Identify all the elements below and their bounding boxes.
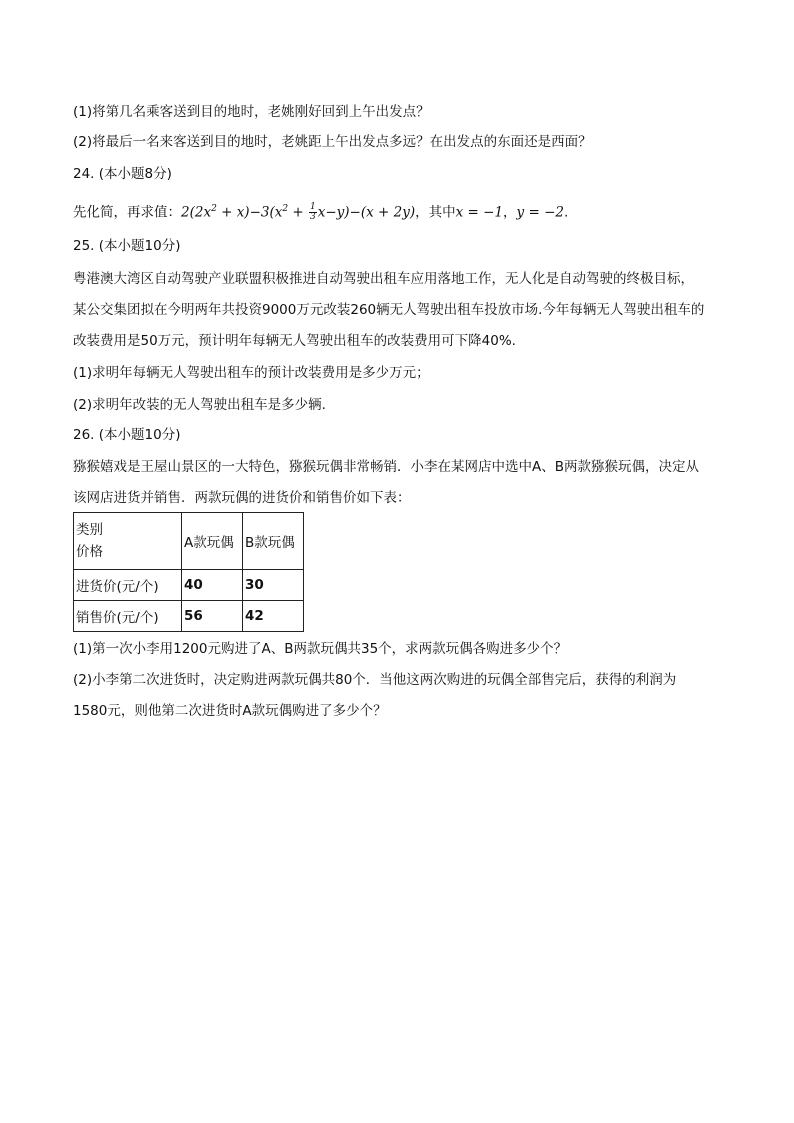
corner-label-price: 价格 <box>76 544 103 560</box>
table-row <box>74 601 304 632</box>
q24-sup-1: 2 <box>211 204 217 214</box>
q26-line2: 该网店进货并销售．两款玩偶的进货价和销售价如下表： <box>73 490 411 506</box>
q24-mid: ，其中 <box>415 204 456 221</box>
q23-part1: (1)将第几名乘客送到目的地时，老姚刚好回到上午出发点？ <box>73 104 430 120</box>
q26-part2-line1: (2)小李第二次进货时，决定购进两款玩偶共80个．当他这两次购进的玩偶全部售完后，获得的利润为 <box>73 672 677 688</box>
cell-purchase-a: 40 <box>182 570 243 601</box>
q24-fraction <box>309 203 317 222</box>
table-row <box>74 570 304 601</box>
q24-sup-2: 2 <box>282 204 289 214</box>
q26-header: 26. (本小题10分) <box>73 427 181 443</box>
q25-part1: (1)求明年每辆无人驾驶出租车的预计改装费用是多少万元； <box>73 365 430 381</box>
q24-header: 24. (本小题8分) <box>73 166 172 182</box>
table-corner-cell <box>74 513 182 570</box>
q25-header: 25. (本小题10分) <box>73 238 181 254</box>
q25-line1: 粤港澳大湾区自动驾驶产业联盟积极推进自动驾驶出租车应用落地工作，无人化是自动驾驶的终极目标， <box>73 271 694 287</box>
q24-frac-den: 3 <box>310 212 316 222</box>
q24-statement <box>73 200 568 222</box>
row-label-purchase: 进货价(元/个) <box>74 570 182 601</box>
q25-line3: 改装费用是50万元，预计明年每辆无人驾驶出租车的改装费用可下降40%. <box>73 333 516 349</box>
q26-part1: (1)第一次小李用1200元购进了A、B两款玩偶共35个，求两款玩偶各购进多少个？ <box>73 641 568 657</box>
price-table <box>73 512 304 632</box>
q26-line1: 猕猴嬉戏是王屋山景区的一大特色，猕猴玩偶非常畅销．小李在某网店中选中A、B两款猕猴玩偶，决定从 <box>73 459 699 475</box>
q26-part2-line2: 1580元，则他第二次进货时A款玩偶购进了多少个？ <box>73 703 387 719</box>
q24-expr-c: + <box>288 204 308 221</box>
table-header-row <box>74 513 304 570</box>
q25-line2: 某公交集团拟在今明两年共投资9000万元改装260辆无人驾驶出租车投放市场.今年每辆无人驾驶出租车的 <box>73 302 705 318</box>
q25-part2: (2)求明年改装的无人驾驶出租车是多少辆. <box>73 397 326 413</box>
corner-label-category: 类别 <box>76 522 103 538</box>
q24-cond1: x = −1 <box>455 204 504 221</box>
col-header-a: A款玩偶 <box>182 513 243 570</box>
q24-expr-d: x−y)−(x + 2y) <box>317 204 416 221</box>
q24-expr-a: 2(2x <box>181 204 212 221</box>
col-header-b: B款玩偶 <box>243 513 304 570</box>
cell-sale-b: 42 <box>243 601 304 632</box>
q24-expr-b: + x)−3(x <box>216 204 283 221</box>
cell-purchase-b: 30 <box>243 570 304 601</box>
q24-end: . <box>563 204 569 221</box>
cell-sale-a: 56 <box>182 601 243 632</box>
q23-part2: (2)将最后一名来客送到目的地时，老姚距上午出发点多远？在出发点的东面还是西面？ <box>73 134 592 150</box>
q24-cond2: y = −2 <box>516 204 564 221</box>
q24-frac-num: 1 <box>310 202 316 212</box>
q24-prefix: 先化简，再求值： <box>73 204 181 221</box>
row-label-sale: 销售价(元/个) <box>74 601 182 632</box>
q24-sep: ， <box>503 204 517 221</box>
